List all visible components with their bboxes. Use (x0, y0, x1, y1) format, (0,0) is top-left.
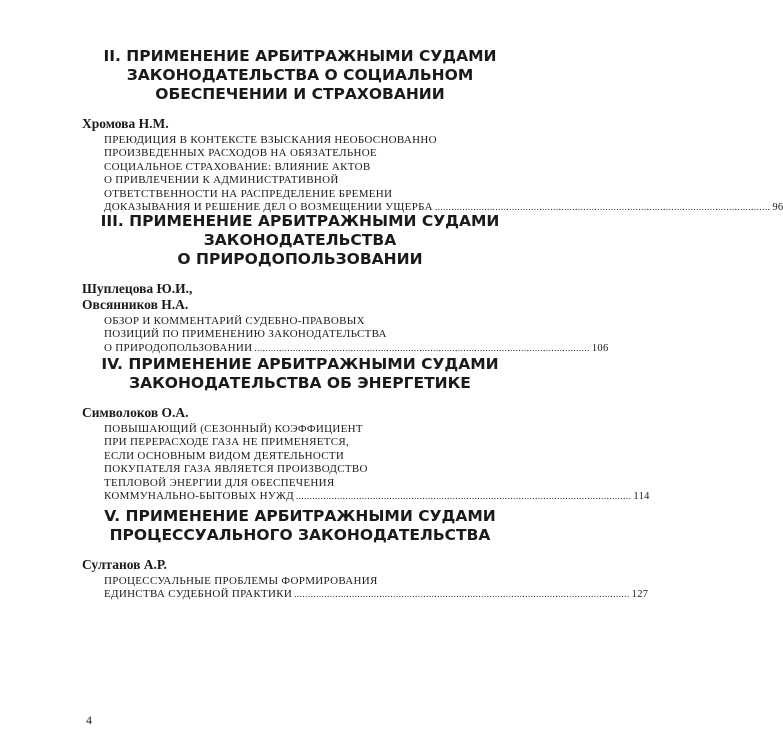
entry-title-line: ПРОИЗВЕДЕННЫХ РАСХОДОВ НА ОБЯЗАТЕЛЬНОЕ (104, 147, 377, 160)
entry-title-line: ОБЗОР И КОММЕНТАРИЙ СУДЕБНО-ПРАВОВЫХ (104, 315, 365, 327)
author-name: Шуплецова Ю.И., (82, 281, 193, 296)
dot-leader: .......................................................................................................................... (295, 491, 632, 502)
entry-title-line: КОММУНАЛЬНО-БЫТОВЫХ НУЖД (104, 490, 294, 503)
toc-entry[interactable] (104, 315, 609, 355)
toc-entry[interactable] (104, 575, 649, 602)
entry-title-line: О ПРИВЛЕЧЕНИИ К АДМИНИСТРАТИВНОЙ (104, 174, 339, 187)
entry-title-line: ПОКУПАТЕЛЯ ГАЗА ЯВЛЯЕТСЯ ПРОИЗВОДСТВО (104, 463, 368, 476)
entry-title-line: ЕСЛИ ОСНОВНЫМ ВИДОМ ДЕЯТЕЛЬНОСТИ (104, 449, 345, 462)
entry-title-line: СОЦИАЛЬНОЕ СТРАХОВАНИЕ: ВЛИЯНИЕ АКТОВ (104, 160, 371, 173)
toc-section-2 (0, 47, 783, 214)
dot-leader: .......................................................................................................................... (434, 202, 771, 213)
toc-section-4 (0, 355, 650, 503)
entry-title-line: ПОЗИЦИЙ ПО ПРИМЕНЕНИЮ ЗАКОНОДАТЕЛЬСТВА (104, 328, 387, 341)
entry-title-line: ПРЕЮДИЦИЯ В КОНТЕКСТЕ ВЗЫСКАНИЯ НЕОБОСНОВАННО (104, 134, 437, 146)
entry-title-line: ОТВЕТСТВЕННОСТИ НА РАСПРЕДЕЛЕНИЕ БРЕМЕНИ (104, 187, 393, 200)
toc-section-3 (0, 212, 609, 355)
author-name: Султанов А.Р. (82, 557, 167, 572)
toc-entry[interactable] (104, 134, 783, 214)
dot-leader: .......................................................................................................................... (294, 589, 630, 600)
author-name: Хромова Н.М. (82, 116, 169, 131)
entry-title-line: ТЕПЛОВОЙ ЭНЕРГИИ ДЛЯ ОБЕСПЕЧЕНИЯ (104, 476, 335, 489)
entry-last-line (104, 490, 650, 503)
entry-title-line: ПРОЦЕССУАЛЬНЫЕ ПРОБЛЕМЫ ФОРМИРОВАНИЯ (104, 575, 378, 587)
toc-entry[interactable] (104, 423, 650, 503)
entry-title-line: ЕДИНСТВА СУДЕБНОЙ ПРАКТИКИ (104, 588, 293, 601)
section-heading: IV. ПРИМЕНЕНИЕ АРБИТРАЖНЫМИ СУДАМИ ЗАКОНОДАТЕЛЬСТВА ОБ ЭНЕРГЕТИКЕ (101, 355, 499, 392)
entry-title-line: ПРИ ПЕРЕРАСХОДЕ ГАЗА НЕ ПРИМЕНЯЕТСЯ, (104, 436, 350, 449)
section-heading: II. ПРИМЕНЕНИЕ АРБИТРАЖНЫМИ СУДАМИ ЗАКОНОДАТЕЛЬСТВА О СОЦИАЛЬНОМ ОБЕСПЕЧЕНИИ И СТРАХОВАНИИ (103, 47, 497, 103)
toc-section-5 (0, 507, 649, 602)
entry-title-line: О ПРИРОДОПОЛЬЗОВАНИИ (104, 341, 253, 354)
entry-last-line (104, 341, 609, 355)
entry-last-line (104, 588, 649, 601)
author-name: Овсянников Н.А. (82, 297, 189, 312)
section-heading: III. ПРИМЕНЕНИЕ АРБИТРАЖНЫМИ СУДАМИ ЗАКОНОДАТЕЛЬСТВА О ПРИРОДОПОЛЬЗОВАНИИ (100, 212, 500, 268)
entry-page-number: 106 (591, 342, 609, 354)
entry-title-line: ДОКАЗЫВАНИЯ И РЕШЕНИЕ ДЕЛ О ВОЗМЕЩЕНИИ УЩЕРБА (104, 201, 433, 214)
section-heading: V. ПРИМЕНЕНИЕ АРБИТРАЖНЫМИ СУДАМИ ПРОЦЕССУАЛЬНОГО ЗАКОНОДАТЕЛЬСТВА (104, 507, 496, 544)
entry-title-line: ПОВЫШАЮЩИЙ (СЕЗОННЫЙ) КОЭФФИЦИЕНТ (104, 423, 363, 435)
entry-page-number: 96 (772, 202, 783, 214)
page-number: 4 (86, 713, 92, 727)
dot-leader: .......................................................................................................................... (254, 342, 590, 353)
entry-page-number: 127 (631, 589, 649, 601)
author-name: Символоков О.А. (82, 405, 189, 420)
entry-page-number: 114 (633, 491, 650, 503)
